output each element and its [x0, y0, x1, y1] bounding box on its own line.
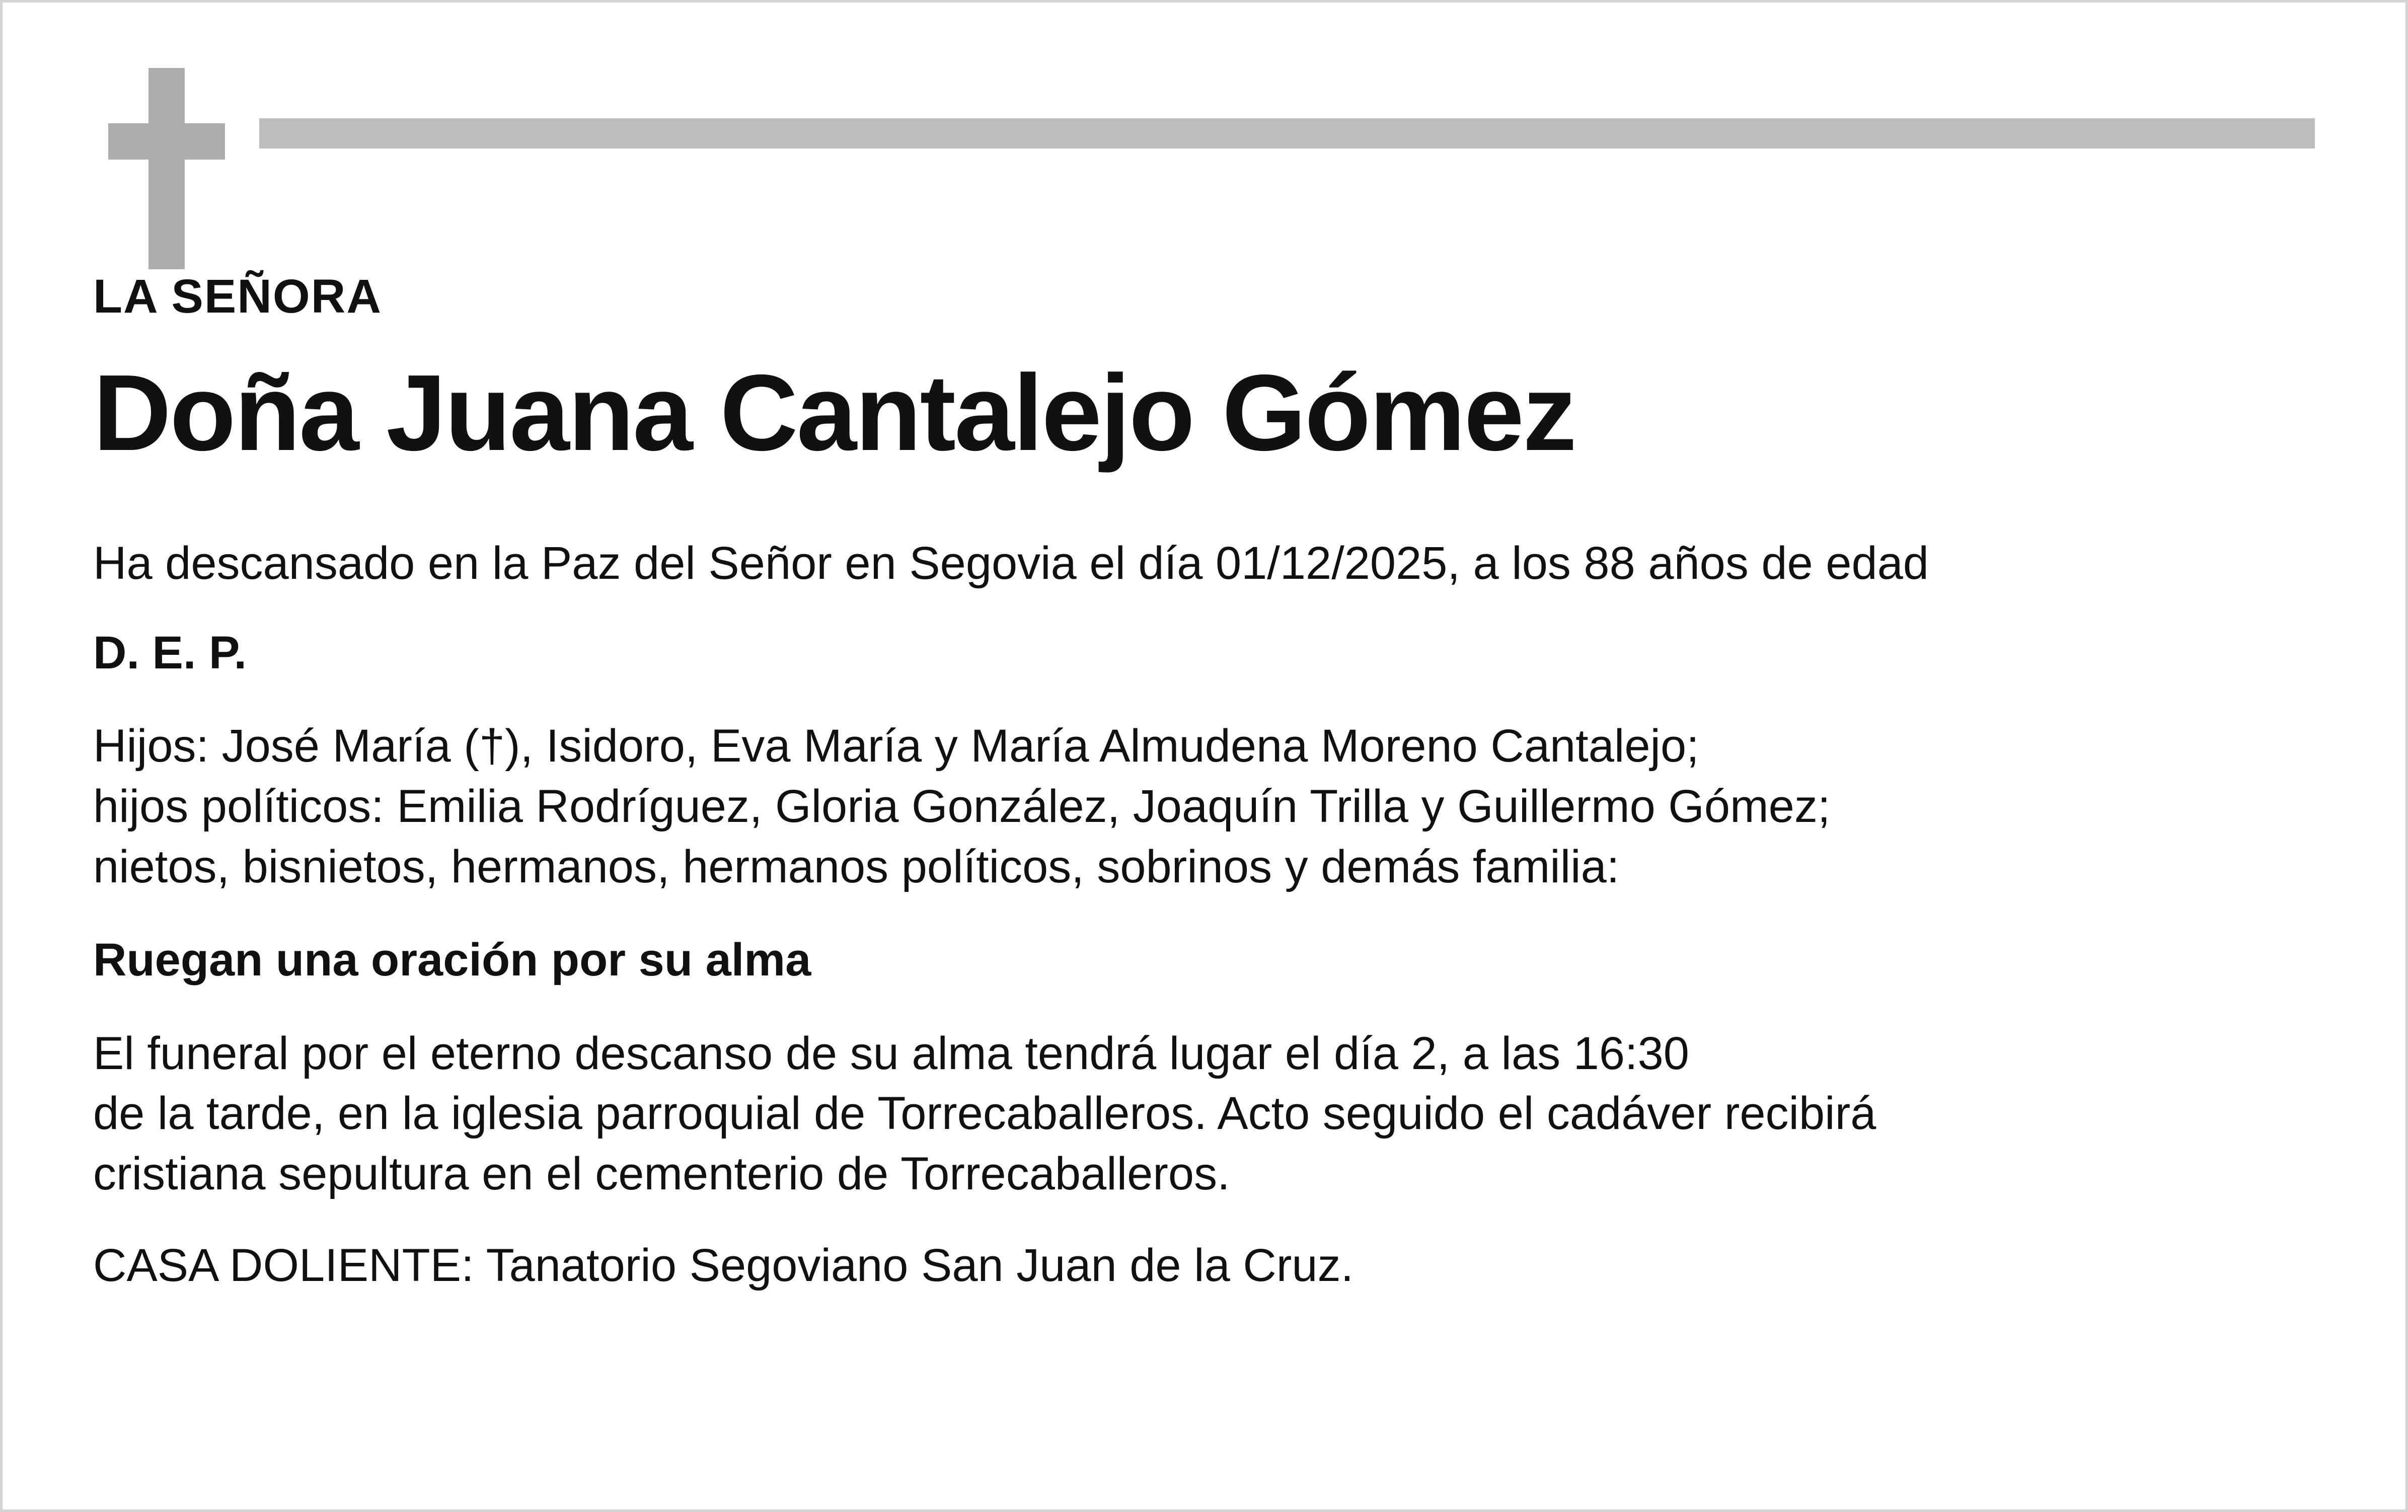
surviving-family-block	[93, 716, 2315, 897]
notice-content	[3, 3, 2405, 1341]
family-line: hijos políticos: Emilia Rodríguez, Gloria González, Joaquín Trilla y Guillermo Gómez;	[93, 781, 1831, 833]
rest-in-peace-abbreviation: D. E. P.	[93, 627, 247, 678]
deceased-name: Doña Juana Cantalejo Gómez	[93, 351, 1575, 473]
funeral-line: cristiana sepultura en el cementerio de Torrecaballeros.	[93, 1148, 1230, 1200]
cross-icon-vertical-bar	[148, 68, 185, 269]
notice-header	[93, 58, 2315, 224]
funeral-line: El funeral por el eterno descanso de su alma tendrá lugar el día 2, a las 16:30	[93, 1027, 1689, 1079]
funeral-line: de la tarde, en la iglesia parroquial de Torrecaballeros. Acto seguido el cadáver recibirá	[93, 1088, 1876, 1140]
passing-statement: Ha descansado en la Paz del Señor en Segovia el día 01/12/2025, a los 88 años de edad	[93, 538, 1929, 589]
cross-icon-horizontal-bar	[108, 123, 225, 160]
honorific-eyebrow: LA SEÑORA	[93, 270, 382, 323]
prayer-request: Ruegan una oración por su alma	[93, 934, 811, 986]
header-rule	[259, 118, 2315, 148]
funeral-details-block	[93, 1024, 2315, 1204]
cross-icon	[101, 68, 232, 269]
mourning-house: CASA DOLIENTE: Tanatorio Segoviano San Juan de la Cruz.	[93, 1239, 1354, 1291]
family-line: nietos, bisnietos, hermanos, hermanos políticos, sobrinos y demás familia:	[93, 841, 1620, 892]
family-line: Hijos: José María (†), Isidoro, Eva María y María Almudena Moreno Cantalejo;	[93, 720, 1699, 772]
